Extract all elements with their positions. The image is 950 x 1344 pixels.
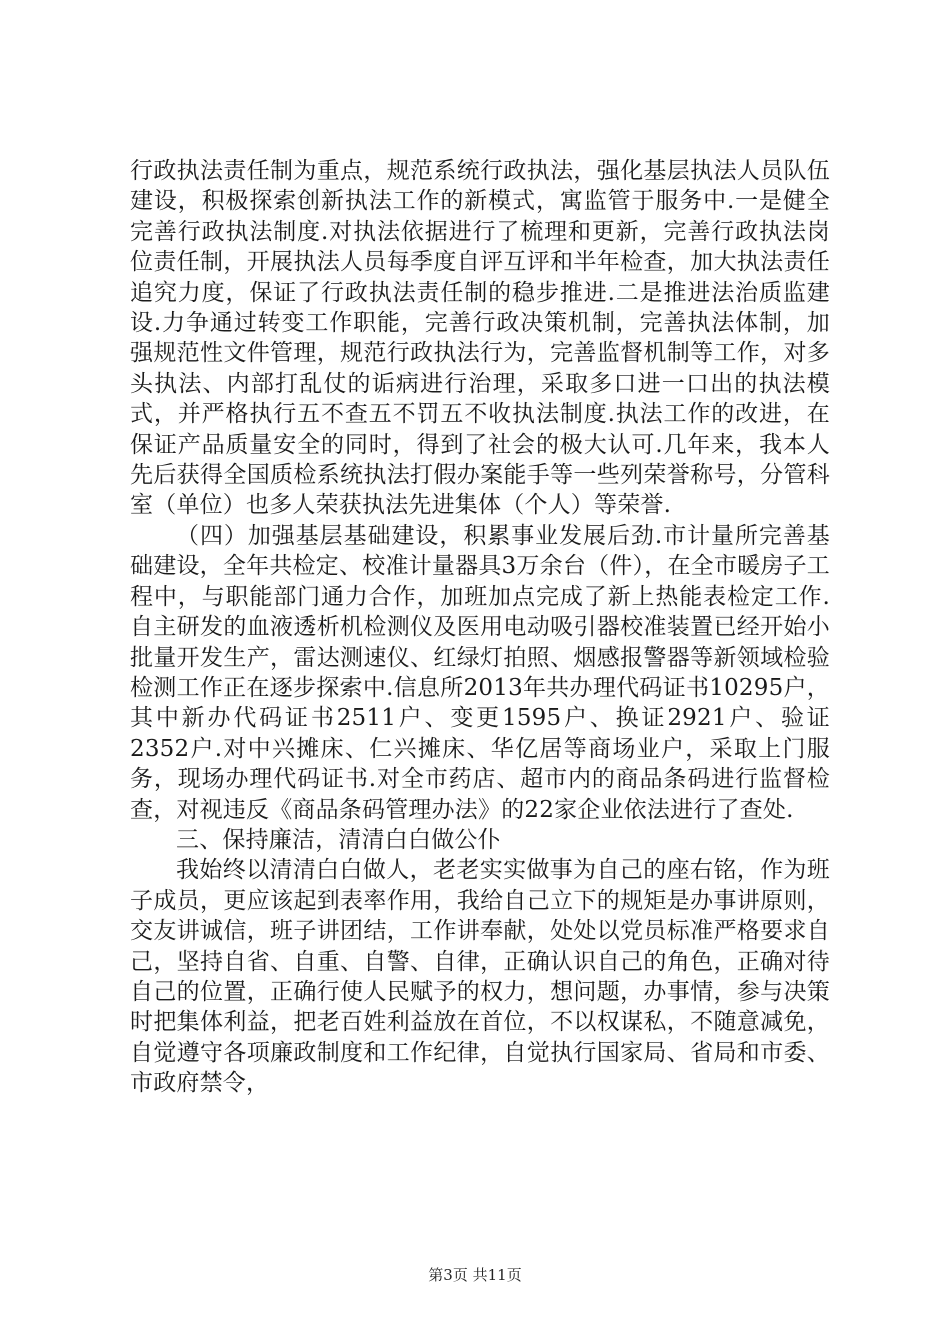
paragraph-section-four: （四）加强基层基础建设，积累事业发展后劲.市计量所完善基础建设，全年共检定、校准计量器具3万余台（件），在全市暖房子工程中，与职能部门通力合作，加班加点完成了新上热能表检定工作.自主研发的血液透析机检测仪及医用电动吸引器校准装置已经开始小批量开发生产，雷达测速仪、红绿灯拍照、烟感报警器等新领域检验检测工作正在逐步探索中.信息所2013年共办理代码证书10295户，其中新办代码证书2511户、变更1595户、换证2921户、验证2352户.对中兴摊床、仁兴摊床、华亿居等商场业户，采取上门服务，现场办理代码证书.对全市药店、超市内的商品条码进行监督检查，对视违反《商品条码管理办法》的22家企业依法进行了查处.: [130, 522, 830, 823]
page-footer: 第3页 共11页: [428, 1266, 522, 1284]
paragraph-integrity: 我始终以清清白白做人，老老实实做事为自己的座右铭，作为班子成员，更应该起到表率作用，我给自己立下的规矩是办事讲原则，交友讲诚信，班子讲团结，工作讲奉献，处处以党员标准严格要求自己，坚持自省、自重、自警、自律，正确认识自己的角色，正确对待自己的位置，正确行使人民赋予的权力，想问题，办事情，参与决策时把集体利益，把老百姓利益放在首位，不以权谋私，不随意减免，自觉遵守各项廉政制度和工作纪律，自觉执行国家局、省局和市委、市政府禁令，: [130, 857, 830, 1097]
document-body: [130, 156, 830, 1099]
section-heading-three: 三、保持廉洁，清清白白做公仆: [176, 826, 501, 853]
paragraph-continuation: 行政执法责任制为重点，规范系统行政执法，强化基层执法人员队伍建设，积极探索创新执法工作的新模式，寓监管于服务中.一是健全完善行政执法制度.对执法依据进行了梳理和更新，完善行政执法岗位责任制，开展执法人员每季度自评互评和半年检查，加大执法责任追究力度，保证了行政执法责任制的稳步推进.二是推进法治质监建设.力争通过转变工作职能，完善行政决策机制，完善执法体制，加强规范性文件管理，规范行政执法行为，完善监督机制等工作，对多头执法、内部打乱仗的诟病进行治理，采取多口进一口出的执法模式，并严格执行五不查五不罚五不收执法制度.执法工作的改进，在保证产品质量安全的同时，得到了社会的极大认可.几年来，我本人先后获得全国质检系统执法打假办案能手等一些列荣誉称号，分管科室（单位）也多人荣获执法先进集体（个人）等荣誉.: [130, 158, 830, 519]
